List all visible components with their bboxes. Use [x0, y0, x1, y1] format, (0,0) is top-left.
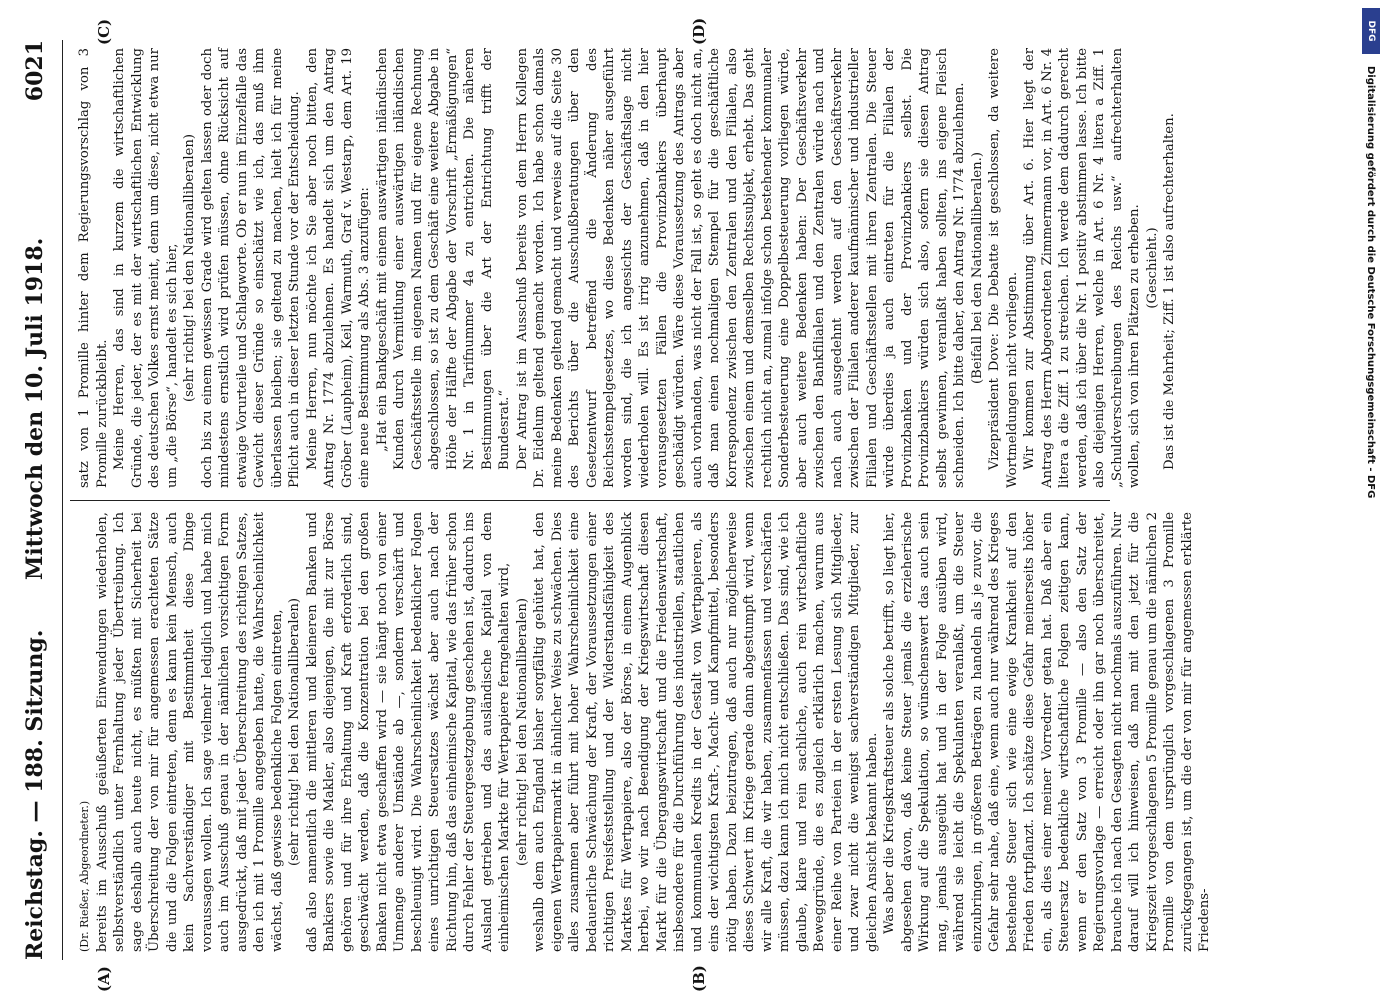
- dfg-logo-icon: DFG: [1362, 8, 1380, 54]
- interjection: (Beifall bei den Nationalliberalen.): [969, 152, 985, 384]
- paragraph: doch bis zu einem gewissen Grade wird gelten lassen oder doch mindestens ernstlich wird prüfen müssen, ohne Rücksicht auf etwaige Vorurteile und Schlagworte. Ob er nun im Einzelfalle das Gewicht dieser Gründe so einschätzt wie ich, das muß ihm überlassen bleiben; sie geltend zu machen, hielt ich für meine Pflicht auch in dieser letzten Stunde vor der Entscheidung.: [199, 48, 302, 488]
- paragraph: weshalb dem auch England bisher sorgfältig gehütet hat, den eigenen Wertpapiermarkt in ähnlicher Weise zu schwächen. Dies alles zusammen aber führt mit hoher Wahrscheinlichkeit eine bedauerliche Schwächung der Kraft, der Voraussetzungen einer richtigen Preisfeststellung und der Widerstandsfähigkeit des Marktes für Wertpapiere, also der Börse, in einem Augenblick herbei, wo wir nach Beendigung der Kriegswirtschaft diesen Markt für die Übergangswirtschaft und die Friedenswirtschaft, insbesondere für die Durchführung des industriellen, staatlichen und kommunalen Kredits in der Gestalt von Wertpapieren, als eins der wichtigsten Kraft-, Macht- und Kampfmittel, besonders nötig haben. Dazu beizutragen, daß auch nur möglicherweise dieses Schwert im Kriege gerade dann abgestumpft wird, wenn wir alle Kraft, die wir haben, zusammenfassen und verschärfen müssen, dazu kann ich mich nicht entschließen. Das sind, wie ich glaube, klare und rein sachliche, auch rein wirtschaftliche Beweggründe, die es zugleich erklärlich machen, warum aus einer Reihe von Parteien in der ersten Lesung sich Mitglieder, und zwar nicht die wenigst sachverständigen Mitglieder, zur gleichen Ansicht bekannt haben.: [532, 512, 880, 952]
- page-header: [22, 40, 62, 960]
- header-date: Mittwoch den 10. Juli 1918.: [22, 237, 48, 580]
- marker-b: (B): [690, 965, 708, 992]
- interjection: (sehr richtig! bei den Nationalliberalen): [514, 597, 530, 867]
- paragraph: daß also namentlich die mittleren und kleineren Banken und Bankiers sowie die Makler, also diejenigen, die mit zur Börse gehören und für ihre Erhaltung und Kraft erforderlich sind, geschwächt werden, daß die Konzentration bei den großen Banken nicht etwa geschaffen wird — sie hängt noch von einer Unmenge anderer Umstände ab —, sondern verschärft und beschleunigt wird. Die Wahrscheinlichkeit bedenklicher Folgen eines unrichtigen Steuersatzes wächst aber auch nach der Richtung hin, daß das einheimische Kapital, wie das früher schon durch Fehler der Steuergesetzgebung geschehen ist, dadurch ins Ausland getrieben und das ausländische Kapital von dem einheimischen Markte für Wertpapiere ferngehalten wird,: [304, 512, 512, 952]
- interjection: (sehr richtig! bei den Nationalliberalen): [182, 133, 197, 403]
- page-number: 6021: [22, 40, 48, 102]
- paragraph: Das ist die Mehrheit; Ziff. 1 ist also aufrechterhalten.: [1162, 113, 1177, 470]
- left-column: [76, 512, 1214, 952]
- paragraph: satz von 1 Promille hinter dem Regierungsvorschlag von 3 Promille zurückbleibt.: [77, 48, 110, 488]
- marker-a: (A): [95, 966, 113, 992]
- header-left: Reichstag. — 188. Sitzung.: [22, 629, 48, 960]
- marker-c: (C): [95, 18, 113, 45]
- dfg-sidebar: [1362, 8, 1380, 992]
- interjection: (sehr richtig! bei den Nationalliberalen): [287, 597, 302, 867]
- marker-d: (D): [690, 17, 708, 45]
- paragraph: bereits im Ausschuß geäußerten Einwendungen wiederholen, selbstverständlich unter Fernhaltung jeder Übertreibung. Ich sage deshalb auch heute nicht, es müßten mit Sicherheit bei Überschreitung der von mir für angemessen erachteten Sätze die und die Folgen eintreten, denn es kann kein Mensch, auch kein Sachverständiger mit Bestimmtheit diese Dinge voraussagen wollen. Ich sage vielmehr lediglich und habe mich auch im Ausschuß genau in der nämlichen vorsichtigen Form ausgedrückt, daß mit jeder Überschreitung des richtigen Satzes, den ich mit 1 Promille angegeben hatte, die Wahrscheinlichkeit wächst, daß gewisse bedenkliche Folgen eintreten,: [94, 512, 285, 952]
- paragraph: Meine Herren, nun möchte ich Sie aber noch bitten, den Antrag Nr. 1774 abzulehnen. Es handelt sich um den Antrag Gröber (Laupheim), Keil, Warmuth, Graf v. Westarp, dem Art. 19 eine neue Bestimmung als Abs. 3 anzufügen:: [304, 48, 372, 488]
- paragraph: Der Antrag ist im Ausschuß bereits von dem Herrn Kollegen Dr. Eidelum geltend gemacht worden. Ich habe schon damals meine Bedenken geltend gemacht und verweise auf die Seite 30 des Berichts über die Ausschußberatungen über den Gesetzentwurf betreffend die Änderung des Reichsstempelgesetzes, wo diese Bedenken näher ausgeführt worden sind, die ich angesichts der Geschäftslage nicht wiederholen will. Es ist irrig anzunehmen, daß in den hier vorausgesetzten Fällen die Provinzbankiers überhaupt geschädigt würden. Wäre diese Voraussetzung des Antrags aber auch vorhanden, was nicht der Fall ist, so geht es doch nicht an, daß man einen nochmaligen Stempel für die geschäftliche Korrespondenz zwischen den Zentralen und den Filialen, also zwischen einem und demselben Rechtssubjekt, erhebt. Das geht rechtlich nicht an, zumal infolge schon bestehender kommunaler Sonderbesteuerung eine Doppelbesteuerung vorliegen würde, aber auch weitere Bedenken haben: Der Geschäftsverkehr zwischen den Bankfilialen und den Zentralen würde nach und nach auch ausgedehnt werden auf den Geschäftsverkehr zwischen der Filialen anderer kaufmännischer und industrieller Filialen und Geschäftsstellen mit ihren Zentralen. Die Steuer würde überdies ja auch eintreten für die Filialen der Provinzbanken und der Provinzbankiers selbst. Die Provinzbankiers würden sich also, sofern sie diesen Antrag selbst gewinnen, veranlaßt haben sollten, ins eigene Fleisch schneiden. Ich bitte daher, den Antrag Nr. 1774 abzulehnen.: [514, 48, 967, 488]
- column-divider: [70, 500, 1110, 501]
- header-rule: [62, 40, 63, 960]
- paragraph: Vizepräsident Dove: Die Debatte ist geschlossen, da weitere Wortmeldungen nicht vorliegen.: [987, 48, 1020, 488]
- speaker-label: (Dr. Rießer, Abgeordneter.): [78, 800, 91, 952]
- interjection: (Geschieht.): [1144, 227, 1160, 309]
- paragraph: Meine Herren, das sind in kurzem die wirtschaftlichen Gründe, die jeder, der es mit der wirtschaftlichen Entwicklung des deutschen Volkes ernst meint, denn um diese, nicht etwa nur um „die Börse“, handelt es sich hier,: [112, 48, 180, 488]
- paragraph: Wir kommen zur Abstimmung über Art. 6. Hier liegt der Antrag des Herrn Abgeordneten Zimmermann vor, in Art. 6 Nr. 4 litera a die Ziff. 1 zu streichen. Ich werde dem dadurch gerecht werden, daß ich über die Nr. 1 positiv abstimmen lasse. Ich bitte also diejenigen Herren, welche in Art. 6 Nr. 4 litera a Ziff. 1 „Schuldverschreibungen des Reichs usw.“ aufrechterhalten wollen, sich von ihren Plätzen zu erheben.: [1022, 48, 1142, 488]
- funding-note: Digitalisierung gefördert durch die Deutsche Forschungsgemeinschaft - DFG: [1365, 66, 1376, 499]
- quoted-motion: „Hat ein Bankgeschäft mit einem auswärtigen inländischen Kunden durch Vermittlung einer auswärtigen inländischen Geschäftsstelle im eigenen Namen und für eigene Rechnung abgeschlossen, so ist zu dem Geschäft eine weitere Abgabe in Höhe der Hälfte der Abgabe der Vorschrift „Ermäßigungen“ Nr. 1 in Tarifnummer 4a zu entrichten. Die näheren Bestimmungen über die Art der Entrichtung trifft der Bundesrat.“: [374, 48, 512, 470]
- right-column: [76, 48, 1179, 488]
- paragraph: Was aber die Kriegskraftsteuer als solche betrifft, so liegt hier, abgesehen davon, daß keine Steuer jemals die erzieherische Wirkung auf die Spekulation, so wünschenswert das auch sein mag, jemals ausgeübt hat und in der Folge ausüben wird, während sie leicht die Spekulanten veranlaßt, um die Steuer einzubringen, in größeren Beträgen zu handeln als je zuvor, die Gefahr sehr nahe, daß eine, wenn auch nur während des Krieges bestehende Steuer sich wie eine ewige Krankheit auf den Frieden fortpflanzt. Ich schätze diese Gefahr meinerseits höher ein, als dies einer meiner Vorredner getan hat. Daß aber ein Steuersatz bedenkliche wirtschaftliche Folgen zeitigen kann, wenn er den Satz von 3 Promille — also den Satz der Regierungsvorlage — erreicht oder ihn gar noch überschreitet, brauche ich nach den Gesagten nicht nochmals auszuführen. Nur darauf will ich hinweisen, daß man mit den jetzt für die Kriegszeit vorgeschlagenen 5 Promille genau um die nämlichen 2 Promille von dem ursprünglich vorgeschlagenen 3 Promille zurückgegangen ist, um die der von mir für angemessen erklärte Friedens-: [882, 512, 1212, 952]
